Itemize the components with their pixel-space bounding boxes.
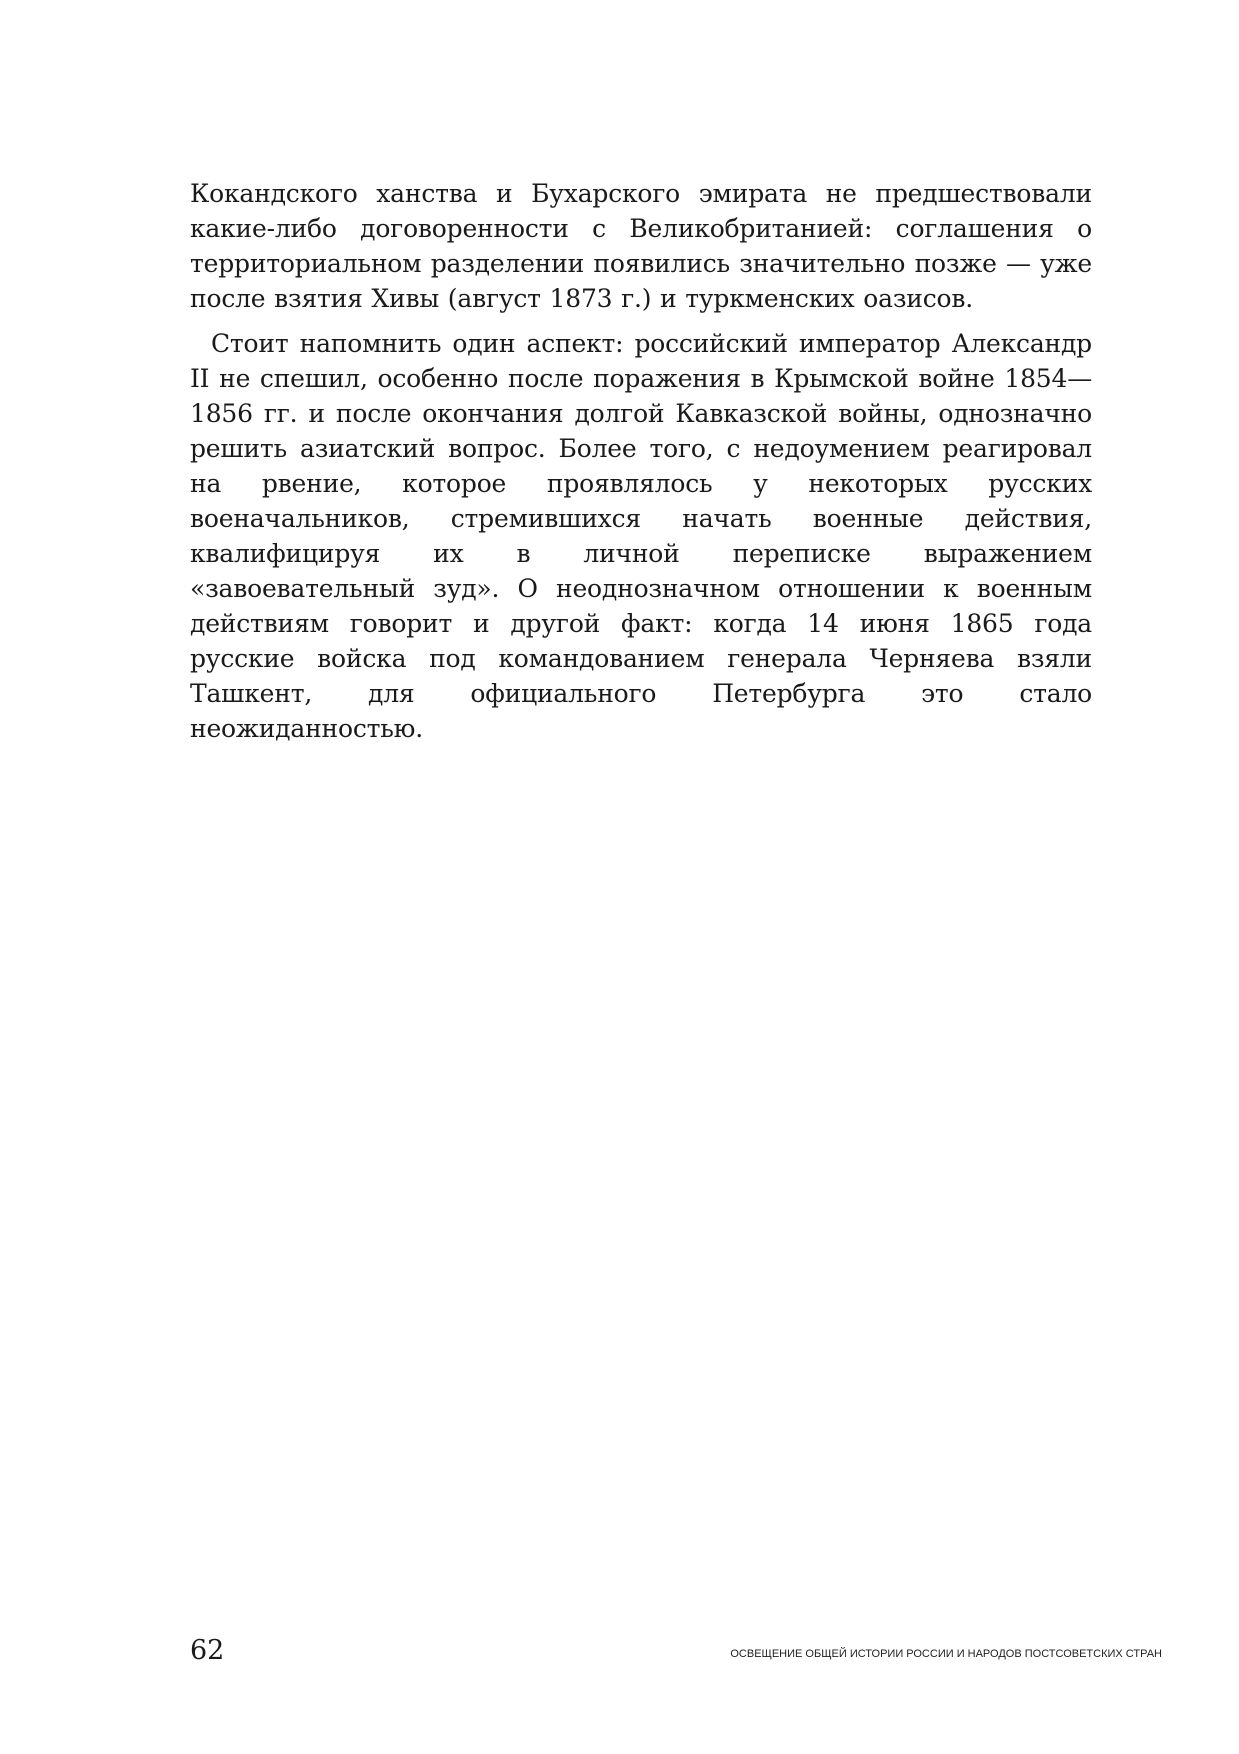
- running-title: ОСВЕЩЕНИЕ ОБЩЕЙ ИСТОРИИ РОССИИ И НАРОДОВ ПОСТСОВЕТСКИХ СТРАН: [730, 1648, 1162, 1660]
- page-number: 62: [190, 1635, 225, 1666]
- paragraph-1: Кокандского ханства и Бухарского эмирата не предшествовали какие-либо договоренности с Великобританией: соглашения о территориальном разделении появились значительно позже — уже после взятия Хивы (август 1873 г.) и туркменских оазисов.: [190, 179, 1092, 313]
- main-text: [190, 176, 1092, 746]
- page-footer: [190, 1634, 1162, 1674]
- paragraph-2: Стоит напомнить один аспект: российский император Александр II не спешил, особенно после поражения в Крымской войне 1854—1856 гг. и после окончания долгой Кавказской войны, однозначно решить азиатский вопрос. Более того, с недоумением реагировал на рвение, которое проявлялось у некоторых русских военачальников, стремившихся начать военные действия, квалифицируя их в личной переписке выражением «завоевательный зуд». О неоднозначном отношении к военным действиям говорит и другой факт: когда 14 июня 1865 года русские войска под командованием генерала Черняева взяли Ташкент, для официального Петербурга это стало неожиданностью.: [190, 329, 1092, 743]
